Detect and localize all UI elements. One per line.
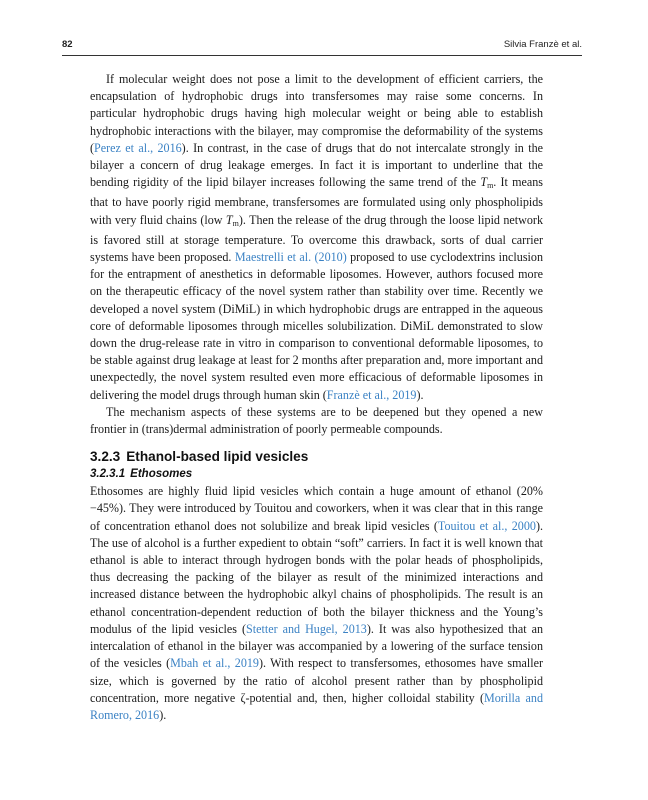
paragraph-ethosomes: Ethosomes are highly fluid lipid vesicles which contain a huge amount of ethanol (20%−45%). They were introduced by Touitou and coworkers, when it was clear that in this range of concentration ethanol does not solubilize and break lipid vesicles (Touitou et al., 2000). The use of alcohol is a further expedient to obtain “soft” carriers. In fact it is well known that ethanol is able to interact through hydrogen bonds with the polar heads of phospholipids, thus decreasing the packing of the bilayer as result of the minimized interactions and increased distance between the hydrophobic alkyl chains of phospholipids. The result is an ethanol concentration-dependent reduction of both the bilayer thickness and the Young’s modulus of the lipid vesicles (Stetter and Hugel, 2013). It was also hypothesized that an intercalation of ethanol in the bilayer was accompanied by a lowering of the surface tension of the vesicles (Mbah et al., 2019). With respect to transfersomes, ethosomes have smaller size, which is governed by the ratio of alcohol present rather than by phospholipid concentration, more negative ζ-potential and, then, higher colloidal stability (Morilla and Romero, 2016). — [90, 484, 544, 722]
running-author: Silvia Franzè et al. — [503, 39, 582, 50]
citation-mbah-2019[interactable]: Mbah et al., 2019 — [170, 656, 259, 671]
citation-maestrelli-2010[interactable]: Maestrelli et al. (2010) — [234, 250, 347, 265]
header-rule — [62, 55, 582, 56]
citation-stetter-hugel-2013[interactable]: Stetter and Hugel, 2013 — [246, 621, 367, 636]
page-number: 82 — [62, 39, 73, 50]
section-title: Ethanol-based lipid vesicles — [126, 449, 309, 465]
body-text — [90, 71, 543, 724]
citation-morilla-romero-2016[interactable]: Morilla and Romero, 2016 — [90, 690, 544, 722]
subsection-number: 3.2.3.1 — [90, 468, 126, 481]
section-number: 3.2.3 — [90, 449, 121, 465]
paragraph-mechanism: The mechanism aspects of these systems are to be deepened but they opened a new frontier in (trans)dermal administration of poorly permeable compounds. — [90, 404, 543, 437]
paragraph-transfersome-concerns: If molecular weight does not pose a limit to the development of efficient carriers, the encapsulation of hydrophobic drugs into transfersomes may raise some concerns. In particular hydrophobic drugs having high molecular weight or being able to establish hydrophobic interactions with the bilayer, may compromise the deformability of the systems (Perez et al., 2016). In contrast, in the case of drugs that do not intercalate strongly in the bilayer a concern of drug leakage emerges. In fact it is important to underline that the bending rigidity of the lipid bilayer increases following the same trend of the $T_m$. It means that to have poorly rigid membrane, transfersomes are formulated using only phospholipids with very fluid chains (low $T_m$). Then the release of the drug through the loose lipid network is favored still at storage temperature. To overcome this drawback, sorts of dual carrier systems have been proposed. Maestrelli et al. (2010) proposed to use cyclodextrins inclusion for the entrapment of anesthetics in deformable liposomes. However, authors focused more on the therapeutic efficacy of the novel system rather than stability over time. Recently we developed a novel system (DiMiL) in which hydrophobic drugs are entrapped in the aqueous core of deformable liposomes through micelles solubilization. DiMiL demonstrated to slow down the drug-release rate in vitro in comparison to conventional deformable liposomes, to be stable against drug leakage at least for 2 months after preparation and, more important and unexpectedly, the novel system resulted even more efficacious of deformable liposomes in delivering the model drugs through human skin (Franzè et al., 2019). — [90, 72, 543, 402]
section-heading — [90, 449, 543, 464]
subsection-heading — [90, 468, 543, 480]
citation-perez-2016[interactable]: Perez et al., 2016 — [94, 140, 182, 155]
citation-touitou-2000[interactable]: Touitou et al., 2000 — [437, 518, 536, 533]
citation-franze-2019[interactable]: Franzè et al., 2019 — [326, 387, 417, 402]
subsection-title: Ethosomes — [130, 468, 193, 481]
